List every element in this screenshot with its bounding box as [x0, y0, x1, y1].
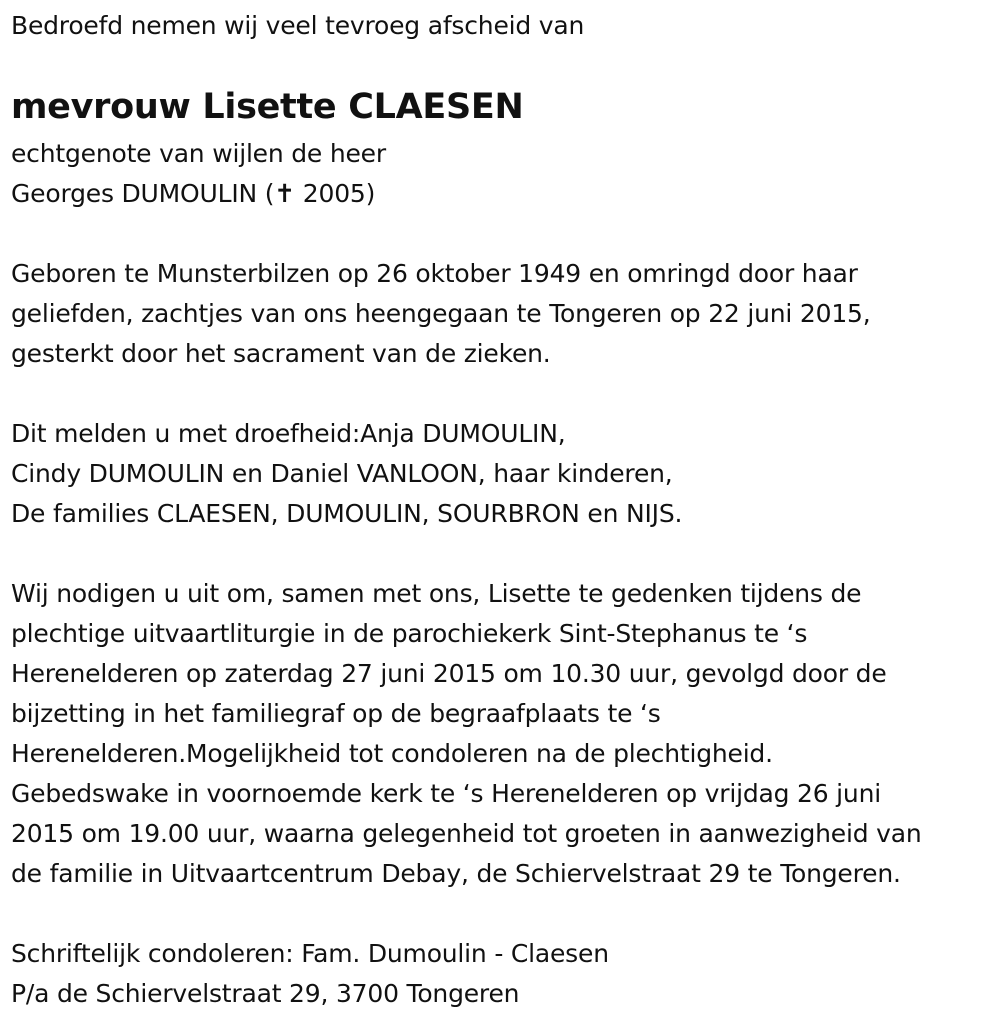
intro-text: Bedroefd nemen wij veel tevroeg afscheid van — [11, 11, 585, 40]
ceremony-line: Herenelderen op zaterdag 27 juni 2015 om 10.30 uur, gevolgd door de — [11, 659, 887, 688]
ceremony-line: bijzetting in het familiegraf op de begraafplaats te ‘s — [11, 699, 661, 728]
birth-line: Geboren te Munsterbilzen op 26 oktober 1949 en omringd door haar — [11, 259, 858, 288]
birth-line: geliefden, zachtjes van ons heengegaan te Tongeren op 22 juni 2015, — [11, 299, 871, 328]
ceremony-section — [11, 574, 921, 894]
ceremony-line: Wij nodigen u uit om, samen met ons, Lisette te gedenken tijdens de — [11, 579, 862, 608]
spouse-line: echtgenote van wijlen de heer — [11, 139, 386, 168]
ceremony-line: plechtige uitvaartliturgie in de parochiekerk Sint-Stephanus te ‘s — [11, 619, 808, 648]
spouse-section — [11, 134, 386, 214]
birth-death-section — [11, 254, 870, 374]
deceased-name: mevrouw Lisette CLAESEN — [11, 87, 524, 127]
family-section — [11, 414, 682, 534]
ceremony-line: Herenelderen.Mogelijkheid tot condoleren na de plechtigheid. — [11, 739, 773, 768]
ceremony-line: Gebedswake in voornoemde kerk te ‘s Herenelderen op vrijdag 26 juni — [11, 779, 881, 808]
ceremony-line: de familie in Uitvaartcentrum Debay, de Schiervelstraat 29 te Tongeren. — [11, 859, 901, 888]
contact-section — [11, 934, 609, 1014]
ceremony-line: 2015 om 19.00 uur, waarna gelegenheid tot groeten in aanwezigheid van — [11, 819, 922, 848]
spouse-line: Georges DUMOULIN (✝ 2005) — [11, 179, 376, 208]
family-line: De families CLAESEN, DUMOULIN, SOURBRON en NIJS. — [11, 499, 683, 528]
family-line: Dit melden u met droefheid:Anja DUMOULIN, — [11, 419, 566, 448]
contact-line: P/a de Schiervelstraat 29, 3700 Tongeren — [11, 979, 520, 1008]
birth-line: gesterkt door het sacrament van de zieken. — [11, 339, 551, 368]
contact-line: Schriftelijk condoleren: Fam. Dumoulin - Claesen — [11, 939, 609, 968]
family-line: Cindy DUMOULIN en Daniel VANLOON, haar kinderen, — [11, 459, 673, 488]
